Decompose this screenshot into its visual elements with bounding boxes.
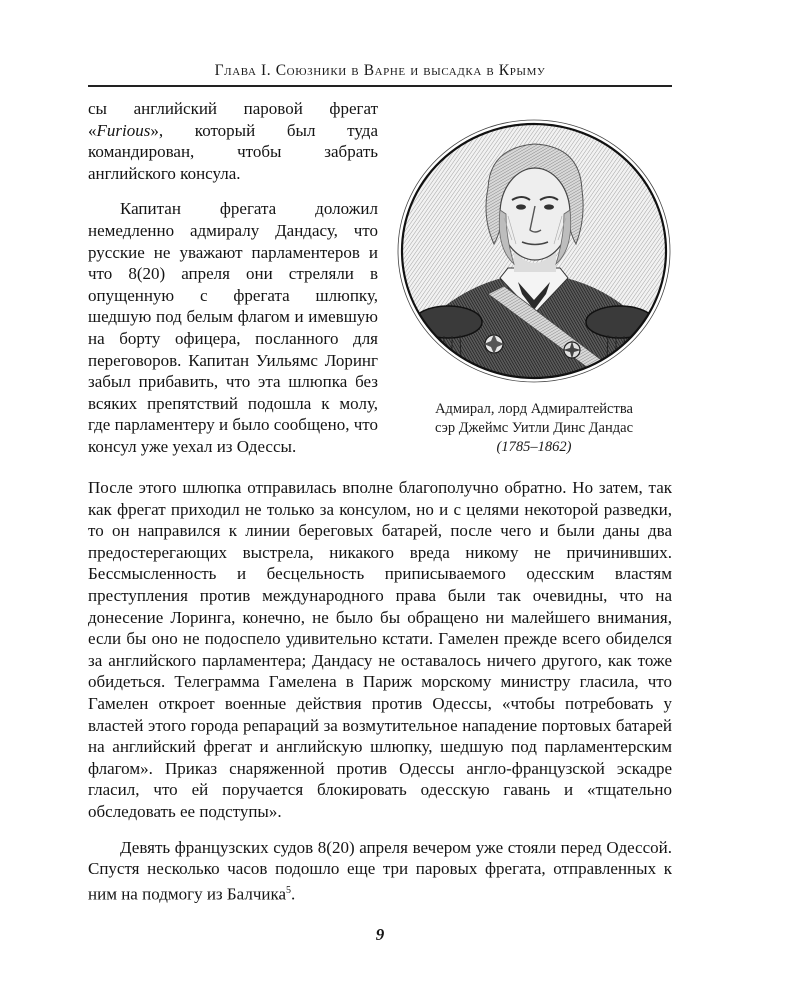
text-column-left [88,98,378,458]
caption-years: (1785–1862) [496,439,572,455]
caption-name: сэр Джеймс Уитли Динс Дандас [434,420,633,436]
footnote-marker: 5 [286,884,292,896]
paragraph-3-text: Девять французских судов 8(20) апреля вечером уже стояли перед Одессой. Спустя несколько часов подошло еще три паровых фрегата, отправленных к ним на подмогу из Балчика [88,837,672,904]
paragraph-3 [88,837,672,905]
portrait-caption [396,400,672,457]
paragraph-3-end: . [291,884,296,904]
engraved-portrait-admiral [396,118,672,384]
page-number: 9 [375,925,385,944]
caption-title: Адмирал, лорд Адмиралтейства [435,401,633,417]
ship-name: Furious [96,120,151,140]
running-head: Глава I. Союзники в Варне и высадка в Крыму [214,62,546,79]
paragraph-2-column: Капитан фрегата доложил немедленно адмиралу Дандасу, что русские не уважают парламентеров и что 8(20) апреля они стреляли в опущенную с фрегата шлюпку, шедшую под белым флагом и имевшую на борту офицера, посланного для переговоров. Капитан Уильямс Лоринг забыл прибавить, что эта шлюпка без всяких препятствий подошла к молу, где парламентеру и было сообщено, что консул уже уехал из Одессы. [88,199,378,456]
paragraph-1-start: сы английский паровой фрегат « [88,99,378,140]
text-full-width [88,477,672,905]
paragraph-continued [88,98,378,184]
paragraph-1-end: », который был туда командирован, чтобы забрать английского консула. [88,120,378,183]
header-rule [88,85,672,87]
paragraph-2-continued: После этого шлюпка отправилась вполне благополучно обратно. Но затем, так как фрегат приходил не только за консулом, но и с целями некоторой разведки, то он направился к линии береговых батарей, после чего и были даны два предостерегающих выстрела, никакого вреда никому не причинивших. Бессмысленность и бесцельность приписываемого одесским властям преступления против международного права были так очевидны, что на донесение Лоринга, конечно, не было бы обращено ни малейшего внимания, если бы оно не подоспело удивительно кстати. Гамелен прежде всего обиделся за английского парламентера; Дандасу не оставалось ничего другого, как тоже обидеться. Телеграмма Гамелена в Париж морскому министру гласила, что Гамелен откроет военные действия против Одессы, «чтобы потребовать у властей этого города репараций за возмутительное нападение портовых батарей на английский фрегат и английскую шлюпку, шедшую под парламентерским флагом». Приказ снаряженной против Одессы англо-французской эскадре гласил, что ей поручается блокировать одесскую гавань и «тщательно обследовать ее подступы». [88,478,672,821]
